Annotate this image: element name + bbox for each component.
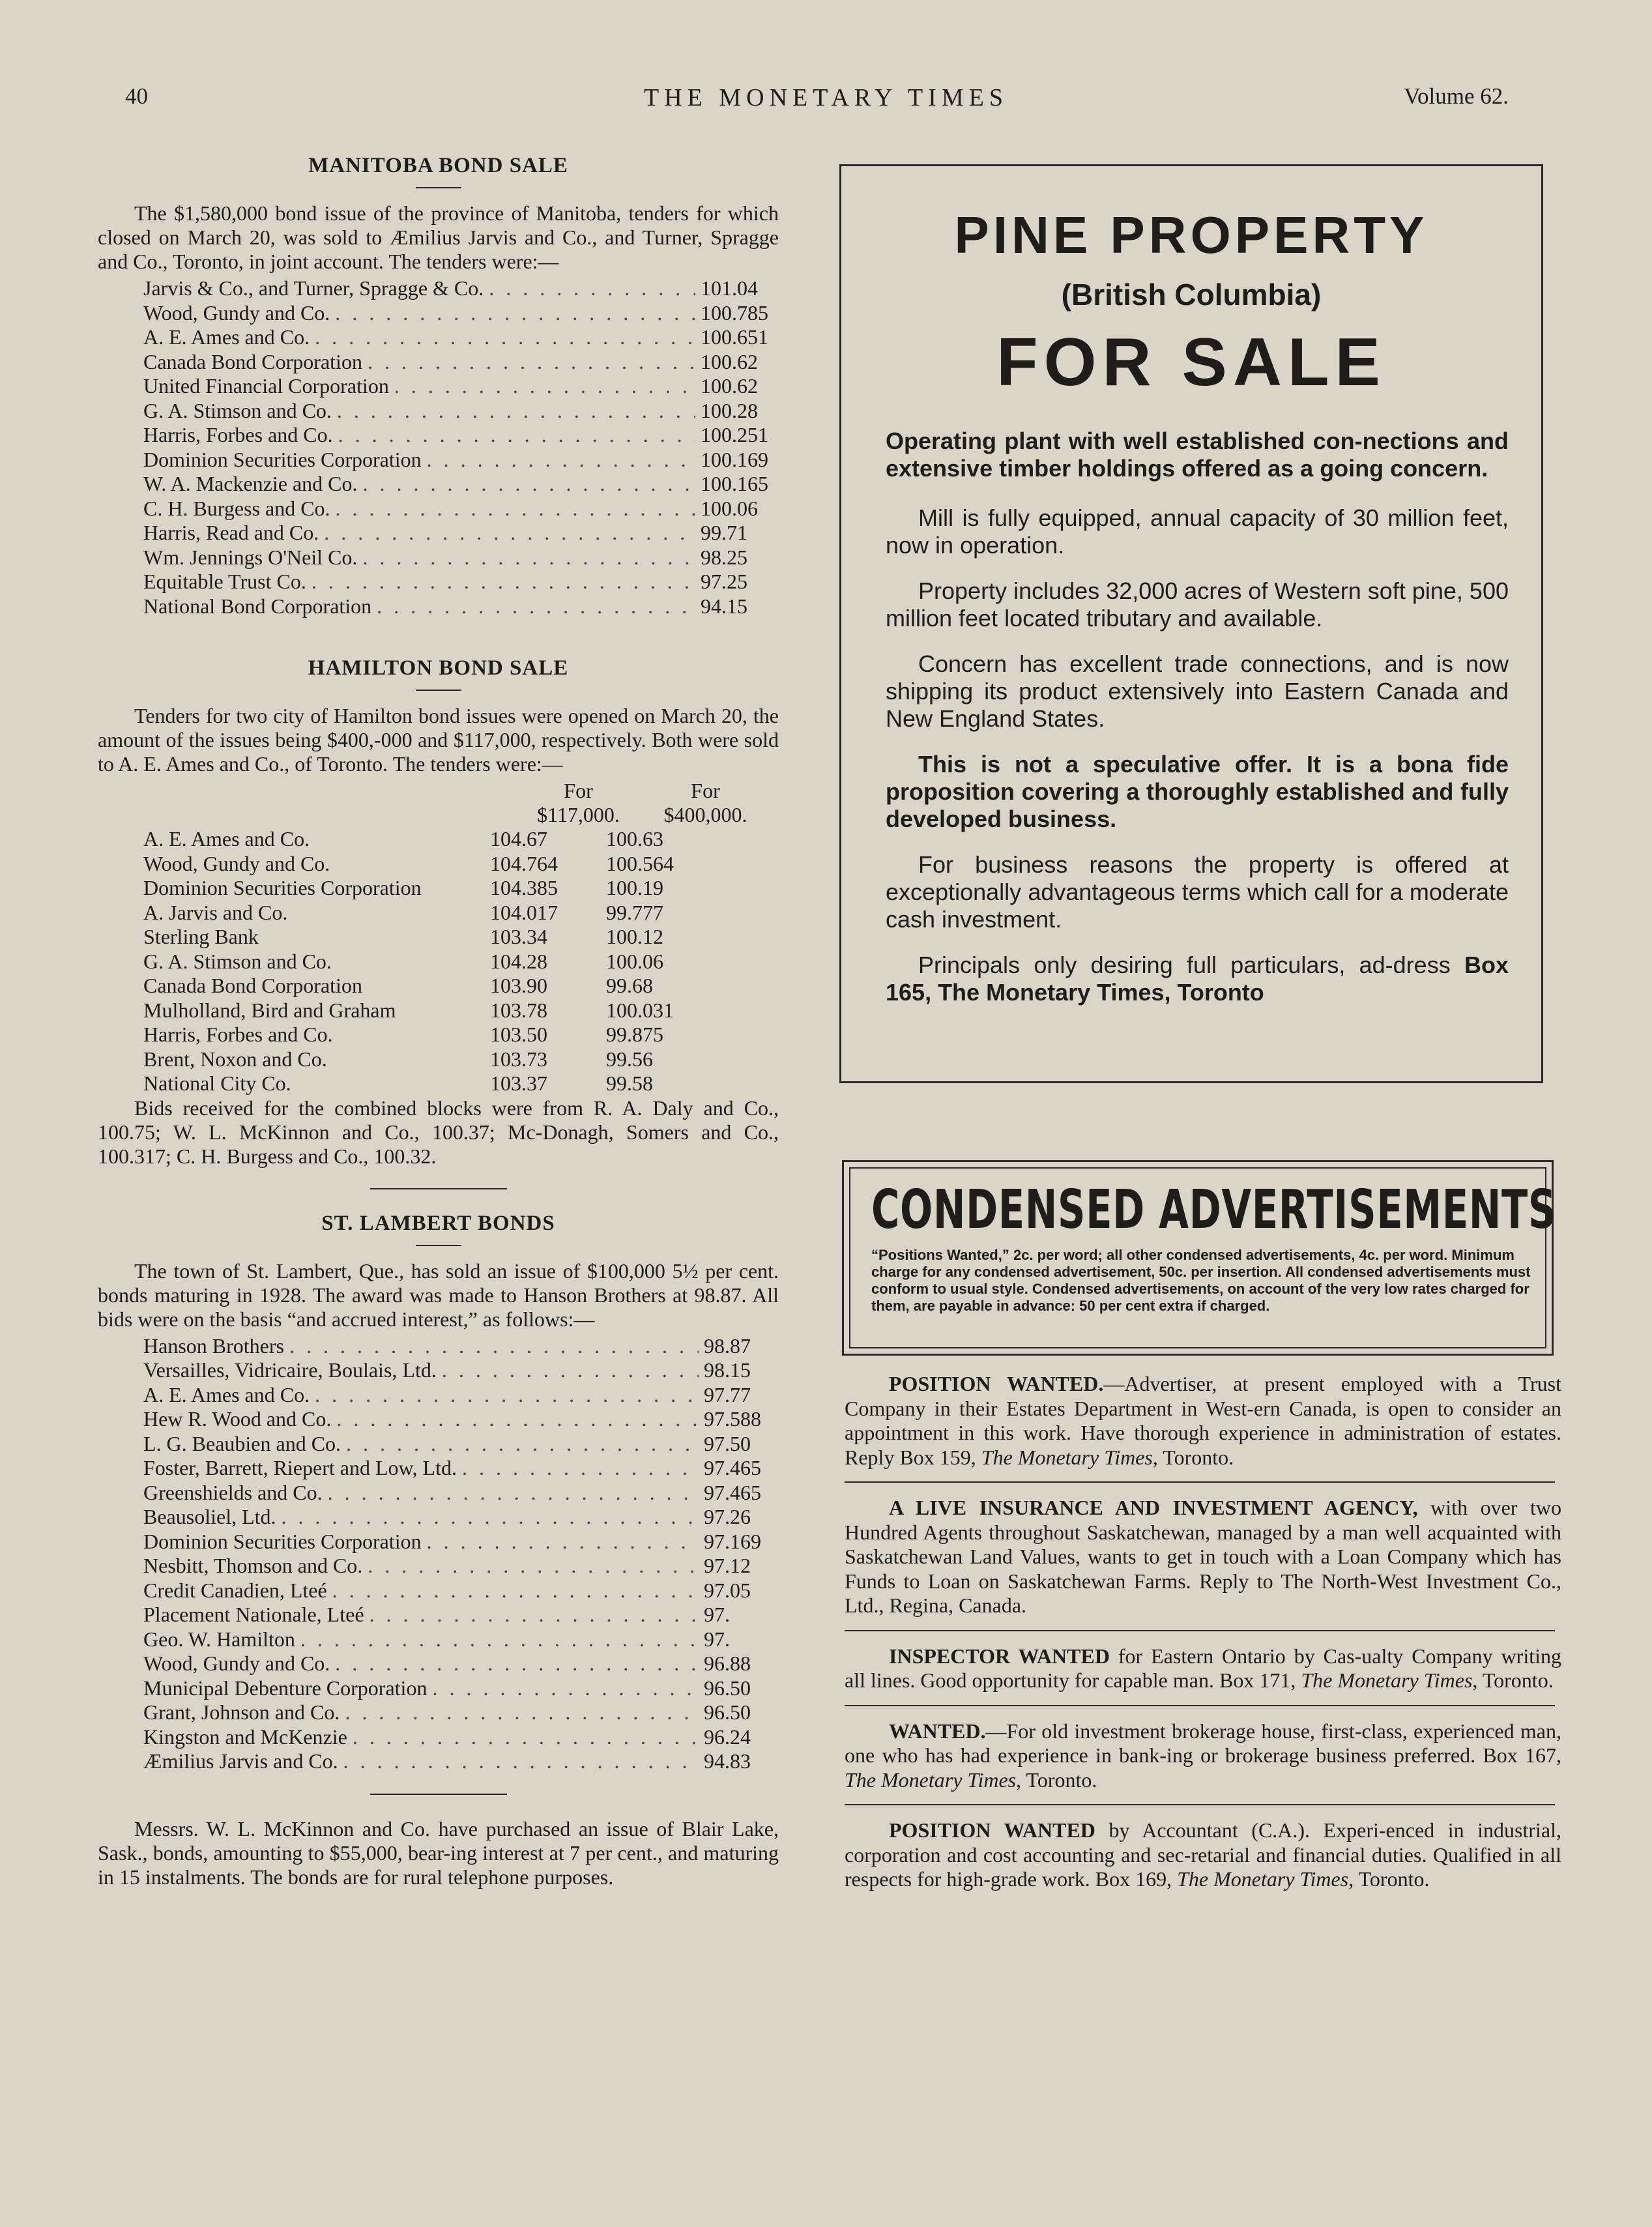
bid-price: 97.465 [704,1456,761,1479]
leader-dots [336,497,695,521]
tender-row [143,1383,779,1408]
ad-headline: PINE PROPERTY [954,206,1428,264]
ad-contact-text: Principals only desiring full particulars, ad-dress [918,952,1464,978]
tender-row [143,1603,779,1627]
bid-117000: 104.67 [490,827,547,851]
stlambert-tender-list [143,1334,779,1774]
bidder-name: Beausoliel, Ltd. [143,1505,276,1528]
tender-row [143,1676,779,1701]
condensed-terms: “Positions Wanted,” 2c. per word; all other condensed advertisements, 4c. per word. Minimum charge for any condensed advertisement, 50c. per insertion. All condensed advertisements must conform to usual style. Condensed advertisements, on account of the very low rates charged for them, are payable in advance: 50 per cent extra if charged. [871,1247,1531,1314]
tender-row [143,301,779,326]
bidder-name: Hanson Brothers [143,1333,284,1358]
bidder-name: United Financial Corporation [143,374,389,398]
tender-row [143,1071,779,1096]
bidder-name: Placement Nationale, Lteé [143,1603,364,1626]
bidder-name: Wood, Gundy and Co. [143,851,330,875]
bid-400000: 99.68 [606,974,653,997]
bid-price: 100.165 [701,472,768,495]
bid-price: 100.62 [701,374,758,398]
tender-row [143,594,779,619]
publication-title: THE MONETARY TIMES [644,84,1008,111]
leader-dots [377,594,695,619]
tender-row [143,399,779,424]
tender-row [143,1700,779,1725]
stlambert-intro: The town of St. Lambert, Que., has sold an issue of $100,000 5½ per cent. bonds maturing in 1928. The award was made to Hanson Brothers at 98.87. All bids were on the basis “and accrued interest,” as follows:— [98,1259,779,1331]
col1-head-for: For [564,779,593,802]
ad-separator [845,1705,1555,1706]
tender-row [143,1407,779,1432]
tender-row [143,325,779,350]
tender-row [143,1530,779,1554]
bid-price: 97.26 [704,1505,751,1528]
tender-row [143,1554,779,1579]
bid-117000: 103.78 [490,998,547,1022]
manitoba-title: MANITOBA BOND SALE [308,154,568,177]
hamilton-column-heads-amounts [515,803,779,827]
bidder-name: G. A. Stimson and Co. [143,949,332,973]
tender-row [143,521,779,546]
leader-dots [346,1432,699,1457]
tender-row [143,1481,779,1506]
bidder-name: Hew R. Wood and Co. [143,1407,332,1431]
section-rule [370,1794,507,1795]
bidder-name: Harris, Forbes and Co. [143,1023,333,1046]
bid-price: 94.15 [701,594,747,618]
tender-row [143,570,779,594]
bid-price: 100.251 [701,423,768,446]
leader-dots [368,350,695,375]
classified-ad [845,1496,1561,1618]
ad-text: with over two Hundred Agents throughout Saskatchewan, managed by a man well acquainted with Saskatchewan Land Values, wants to get in touch with a Loan Company which has Funds to Loan on Saskatchewan Farms. Reply to The North-West Investment Co., Ltd., Regina, Canada. [845,1496,1562,1617]
bidder-name: National City Co. [143,1071,291,1095]
ad-contact-box: Box 165, The Monetary Times, Toronto [886,952,1509,1006]
bid-117000: 104.28 [490,949,547,973]
classified-ad [845,1818,1561,1892]
leader-dots [368,1554,699,1579]
ad-body [845,1644,1561,1693]
tender-row [143,1456,779,1481]
classified-ad [845,1719,1561,1793]
bidder-name: G. A. Stimson and Co. [143,398,332,422]
leader-dots [343,1749,699,1774]
stlambert-title: ST. LAMBERT BONDS [321,1211,555,1235]
bid-price: 97.50 [704,1431,751,1455]
ad-text: —For old investment brokerage house, first-class, experienced man, one who has had experience in bank-ing or brokerage business preferred. Box 167, [845,1719,1561,1767]
leader-dots [442,1358,699,1383]
bid-400000: 99.58 [606,1071,653,1095]
bidder-name: A. Jarvis and Co. [143,900,288,924]
bidder-name: Wood, Gundy and Co. [143,1652,330,1675]
bid-price: 98.25 [701,545,747,569]
bidder-name: Equitable Trust Co. [143,570,306,593]
bid-price: 97.12 [704,1554,751,1577]
bidder-name: Canada Bond Corporation [143,974,362,997]
classified-ad [845,1644,1561,1693]
bid-price: 100.62 [701,349,758,373]
bidder-name: Dominion Securities Corporation [143,876,422,899]
bidder-name: Harris, Forbes and Co. [143,423,333,446]
ad-paragraph: This is not a speculative offer. It is a bona fide proposition covering a thoroughly established and fully developed business. [886,751,1509,832]
bidder-name: A. E. Ames and Co. [143,325,310,349]
leader-dots [337,399,695,424]
ad-text: by Accountant (C.A.). Experi-enced in industrial, corporation and cost accounting and sec-retarial and financial duties. Qualified in all respects for high-grade work. Box 169, [845,1818,1562,1891]
blair-lake-paragraph: Messrs. W. L. McKinnon and Co. have purchased an issue of Blair Lake, Sask., bonds, amounting to $55,000, bear-ing interest at 7 per cent., and maturing in 15 instalments. The bonds are for rural telephone purposes. [98,1816,779,1889]
leader-dots [362,546,695,570]
tender-row [143,497,779,521]
leader-dots [300,1627,699,1652]
bid-price: 96.24 [704,1725,751,1749]
leader-dots [335,1652,699,1676]
bidder-name: C. H. Burgess and Co. [143,496,330,520]
condensed-title: CONDENSED ADVERTISEMENTS [871,1179,1557,1241]
hamilton-tender-list [143,827,779,1096]
bidder-name: Æmilius Jarvis and Co. [143,1749,338,1773]
bidder-name: L. G. Beaubien and Co. [143,1431,341,1455]
bid-400000: 99.777 [606,900,663,924]
ad-body [845,1372,1561,1470]
bidder-name: A. E. Ames and Co. [143,1382,310,1406]
bid-400000: 100.63 [606,827,663,851]
bid-117000: 103.37 [490,1071,547,1095]
ad-body [845,1719,1561,1793]
bidder-name: Mulholland, Bird and Graham [143,998,396,1022]
classified-ad [845,1372,1561,1470]
ad-body [845,1496,1561,1618]
ad-publication: The Monetary Times [845,1768,1017,1792]
bidder-name: Geo. W. Hamilton [143,1627,295,1651]
bidder-name: Nesbitt, Thomson and Co. [143,1554,363,1577]
bid-price: 97. [704,1603,730,1626]
page-number: 40 [125,83,148,109]
bid-price: 99.71 [701,521,747,544]
title-dash [416,690,461,691]
bidder-name: Greenshields and Co. [143,1480,323,1504]
ad-paragraph: Property includes 32,000 acres of Western soft pine, 500 million feet located tributary and available. [886,577,1509,632]
tender-row [143,423,779,448]
tender-row [143,546,779,570]
ad-paragraph: Concern has excellent trade connections, and is now shipping its product extensively into Eastern Canada and New England States. [886,650,1509,732]
bid-117000: 103.73 [490,1047,547,1071]
ad-tail: , Toronto. [1152,1445,1234,1469]
volume-label: Volume 62. [1404,83,1509,109]
bidder-name: Wood, Gundy and Co. [143,300,330,325]
section-rule [370,1188,507,1189]
leader-dots [282,1505,699,1530]
bidder-name: Credit Canadien, Lteé [143,1578,327,1602]
bidder-name: Versailles, Vidricaire, Boulais, Ltd. [143,1358,437,1382]
tender-row [143,876,779,901]
bid-117000: 104.017 [490,900,558,924]
manitoba-intro: The $1,580,000 bond issue of the province of Manitoba, tenders for which closed on March 20, was sold to Æmilius Jarvis and Co., and Turner, Spragge and Co., Toronto, in joint account. The tenders were:— [98,201,779,273]
ad-text: —Advertiser, at present employed with a Trust Company in their Estates Department in West-ern Canada, is open to consider an appointment in this work. Have thorough experience in administration of estates. Reply Box 159, [845,1372,1561,1469]
leader-dots [427,1530,699,1554]
ad-paragraph [886,952,1509,1006]
bid-400000: 100.564 [606,851,674,875]
bid-117000: 104.385 [490,876,558,899]
tender-row [143,1505,779,1530]
classified-ads [845,1372,1561,1892]
bid-price: 97.77 [704,1382,751,1406]
bid-400000: 100.19 [606,876,663,899]
tender-row [143,1358,779,1383]
tender-row [143,1579,779,1603]
leader-dots [336,1407,699,1432]
bid-price: 98.15 [704,1358,751,1382]
bid-400000: 99.56 [606,1047,653,1071]
bidder-name: Wm. Jennings O'Neil Co. [143,545,358,569]
tender-row [143,1652,779,1676]
bid-price: 100.651 [701,325,768,349]
col1-head-amount: $117,000. [537,803,620,826]
bid-price: 100.785 [701,300,768,325]
bidder-name: Dominion Securities Corporation [143,447,422,471]
bid-price: 97.05 [704,1578,751,1602]
leader-dots [363,472,695,497]
tender-row [143,276,779,301]
col2-head-amount: $400,000. [663,803,747,826]
ad-for-sale: FOR SALE [996,325,1386,400]
bidder-name: Canada Bond Corporation [143,349,362,373]
bidder-name: A. E. Ames and Co. [143,827,310,851]
tender-row [143,1047,779,1072]
title-dash [416,187,461,188]
ad-separator [845,1630,1555,1631]
bidder-name: Grant, Johnson and Co. [143,1700,340,1724]
bidder-name: W. A. Mackenzie and Co. [143,472,358,495]
bid-price: 98.87 [704,1333,751,1358]
tender-row [143,350,779,375]
leader-dots [338,423,695,448]
ad-subheadline: (British Columbia) [1061,278,1322,312]
tender-row [143,1627,779,1652]
tender-row [143,448,779,473]
ad-lead: POSITION WANTED. [889,1372,1104,1395]
bid-117000: 104.764 [490,851,558,875]
manitoba-tender-list [143,276,779,619]
tender-row [143,950,779,974]
hamilton-column-heads [515,779,779,803]
tender-row [143,925,779,950]
bid-price: 100.169 [701,447,768,471]
bidder-name: Municipal Debenture Corporation [143,1676,427,1700]
tender-row [143,374,779,399]
ad-separator [845,1804,1555,1805]
leader-dots [345,1700,699,1725]
leader-dots [324,521,695,546]
ad-lead: INSPECTOR WANTED [889,1644,1110,1668]
bid-400000: 99.875 [606,1023,663,1046]
ad-tail: , Toronto. [1472,1668,1554,1692]
tender-row [143,1725,779,1750]
leader-dots [489,276,695,301]
bidder-name: Dominion Securities Corporation [143,1529,422,1553]
bidder-name: Kingston and McKenzie [143,1725,347,1749]
bid-price: 101.04 [701,276,758,300]
leader-dots [427,448,695,473]
bid-price: 96.88 [704,1652,751,1675]
col2-head-for: For [691,779,720,802]
bidder-name: Brent, Noxon and Co. [143,1047,327,1071]
ad-publication: The Monetary Times [981,1445,1153,1469]
ad-paragraph: Mill is fully equipped, annual capacity of 30 million feet, now in operation. [886,504,1509,559]
condensed-ads-box [842,1160,1557,1356]
leader-dots [312,570,695,594]
bidder-name: Sterling Bank [143,925,259,948]
ad-lead: WANTED. [889,1719,986,1743]
bid-117000: 103.50 [490,1023,547,1046]
leader-dots [394,374,695,399]
bidder-name: Foster, Barrett, Riepert and Low, Ltd. [143,1456,457,1479]
bid-117000: 103.90 [490,974,547,997]
bid-price: 97.465 [704,1480,761,1504]
tender-row [143,1432,779,1457]
ad-paragraph: Operating plant with well established con-nections and extensive timber holdings offered as a going concern. [886,428,1509,482]
bid-price: 97. [704,1627,730,1651]
bid-400000: 100.06 [606,949,663,973]
tender-row [143,901,779,925]
leader-dots [315,1383,699,1408]
bidder-name: National Bond Corporation [143,594,372,618]
hamilton-title: HAMILTON BOND SALE [308,656,569,680]
ad-lead: POSITION WANTED [889,1818,1095,1842]
bid-price: 96.50 [704,1676,751,1700]
tender-row [143,1749,779,1774]
tender-row [143,827,779,852]
ad-tail: , Toronto. [1016,1768,1097,1792]
bid-price: 97.169 [704,1529,761,1553]
bid-117000: 103.34 [490,925,547,948]
leader-dots [289,1334,699,1359]
ad-publication: The Monetary Times [1301,1668,1473,1692]
leader-dots [353,1725,699,1750]
tender-row [143,472,779,497]
ad-lead: A LIVE INSURANCE AND INVESTMENT AGENCY, [889,1496,1418,1519]
ad-paragraph: For business reasons the property is offered at exceptionally advantageous terms which call for a moderate cash investment. [886,851,1509,933]
bid-price: 96.50 [704,1700,751,1724]
bid-price: 100.28 [701,398,758,422]
hamilton-intro: Tenders for two city of Hamilton bond issues were opened on March 20, the amount of the issues being $400,-000 and $117,000, respectively. Both were sold to A. E. Ames and Co., of Toronto. The tenders were:— [98,704,779,776]
bidder-name: Jarvis & Co., and Turner, Spragge & Co. [143,276,484,300]
tender-row [143,852,779,877]
leader-dots [335,301,695,326]
tender-row [143,1334,779,1359]
title-dash [416,1245,461,1246]
ad-publication: The Monetary Times [1177,1867,1349,1891]
ad-text: for Eastern Ontario by Cas-ualty Company writing all lines. Good opportunity for capable man. Box 171, [845,1644,1562,1692]
bid-price: 100.06 [701,496,758,520]
tender-row [143,974,779,998]
leader-dots [328,1481,699,1506]
bidder-name: Harris, Read and Co. [143,521,319,544]
bid-price: 97.588 [704,1407,761,1431]
left-column [98,154,779,1892]
ad-tail: , Toronto. [1348,1867,1430,1891]
tender-row [143,998,779,1023]
pine-property-ad [839,164,1543,1083]
ad-separator [845,1481,1555,1483]
ad-body [845,1818,1561,1892]
bid-price: 94.83 [704,1749,751,1773]
bid-400000: 100.12 [606,925,663,948]
leader-dots [432,1676,699,1701]
tender-row [143,1023,779,1047]
leader-dots [462,1456,699,1481]
leader-dots [332,1579,699,1603]
leader-dots [370,1603,699,1627]
bid-price: 97.25 [701,570,747,593]
bid-400000: 100.031 [606,998,674,1022]
hamilton-outro: Bids received for the combined blocks were from R. A. Daly and Co., 100.75; W. L. McKinnon and Co., 100.37; Mc-Donagh, Somers and Co., 100.317; C. H. Burgess and Co., 100.32. [98,1096,779,1168]
leader-dots [315,325,695,350]
